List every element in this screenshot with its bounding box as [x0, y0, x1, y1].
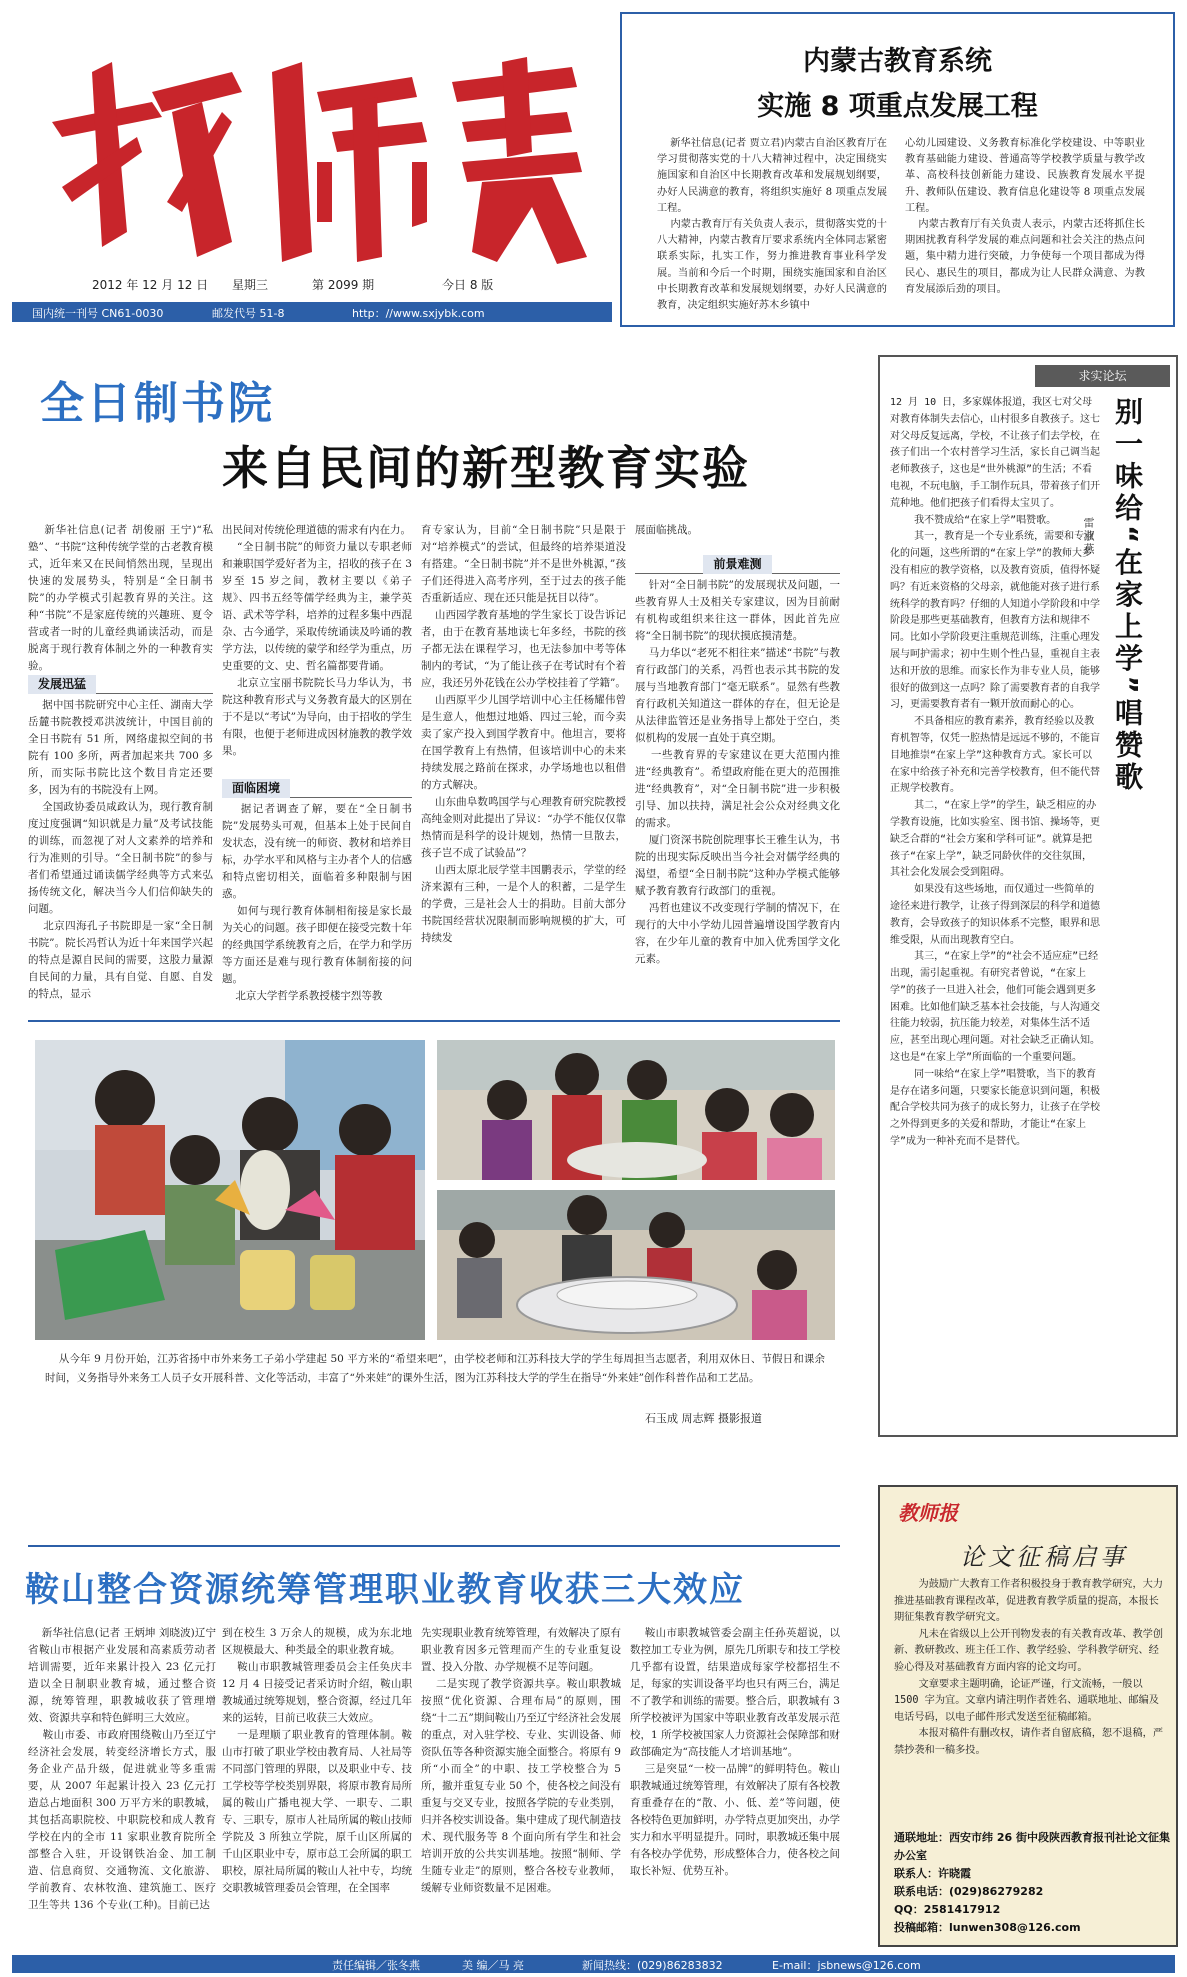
issue-weekday: 星期三 — [232, 278, 269, 292]
cfp-logo: 教师报 — [898, 1501, 958, 1525]
photo-credit: 石玉成 周志辉 摄影报道 — [645, 1412, 762, 1425]
masthead-bar — [12, 302, 612, 322]
footer-hotline: 新闻热线：(029)86283832 — [582, 1959, 723, 1972]
cfp-body: 为鼓励广大教育工作者积极投身于教育教学研究，大力推进基础教育课程改革，促进教育教学质量的提高，本报长期征集教育教学研究文。 凡未在省级以上公开刊物发表的有关教育改革、教学创新、教研教改、班主任工作、教学经验、学科教学研究、经验心得及对基础教育方面内容的论文均可。 文章要求主题明确，论证严谨，行文流畅，一般以 1500 字为宜。文章内请注明作者姓名、通联地址、邮编及电话号码，以电子邮件形式发送至征稿邮箱。 本报对稿件有删改权，请作者自留底稿，恕不退稿，严禁抄袭和一稿多投。 — [894, 1579, 1164, 1756]
lead-col3: 育专家认为，目前“全日制书院”只是限于对“培养模式”的尝试，但最终的培养渠道没有搭建。“全日制书院”并不是世外桃源，”孩子们还得进入高考序列，至于过去的孩子能否重新适应、现在还只能是抚目以待”。 山西园学教育基地的学生家长丁设告诉记者，由于在教育基地读七年多经，书院的孩子都无法在课程学习，也无法参加中考等体制内的考试，“为了能让孩子在考试时有个着应，我还另外花钱在公办学校挂着了学籍”。 山西原平少儿国学培训中心主任杨耀伟曾是生意人，他想过地婚、四过三轮，而今卖卖了家产投入到国学教育中。他坦言，要将在国学教育上有热情，但该培训中心的未来持续发展之路前在探求，办学场地也以租借的方式解决。 山东曲阜数鸣国学与心理教育研究院教授高纯金则对此提出了异议：“办学不能仅仅靠热情而是科学的设计规划，热情一旦散去，孩子岂不成了试验品”？ 山西太原北辰学堂丰国鹏表示，学堂的经济来源有三种，一是个人的积蓄，二是学生的学费，三是社会人士的捐助。目前大部分书院国经营状况限制而影响规模的扩大，可持续发 — [421, 524, 626, 944]
children-crafts-photo-icon — [35, 1040, 425, 1340]
top-story-col1: 新华社信息(记者 贾立君)内蒙古自治区教育厅在学习贯彻落实党的十八大精神过程中，决定围绕实施国家和自治区中长期教育改革和发展规划纲要，办好人民满意的教育，将组织实施好 8 项重点发展工程。 内蒙古教育厅有关负责人表示，贯彻落实党的十八大精神，内蒙古教育厅要求系统内全体同志紧密联系实际，扎实工作，努力推进教育事业科学发展。当前和今后一个时期，围绕实施国家和自治区中长期教育改革和发展规划纲要，办好人民满意的教育，决定组织实施好苏木乡镇中 — [657, 138, 887, 312]
photo-caption: 从今年 9 月份开始，江苏省扬中市外来务工子弟小学建起 50 平方米的“希望来吧”，由学校老师和江苏科技大学的学生每周担当志愿者，利用双休日、节假日和课余时间，义务指导外来务工人员子女开展科普、文化等活动，丰富了“外来娃”的课外生活，图为江苏科技大学的学生在指导“外来娃”创作科普作品和工艺品。 — [45, 1353, 825, 1384]
lead-col4-b: 针对“全日制书院”的发展现状及问题，一些教育界人士及相关专家建议，因为目前耐有机构或组织来往这一群体，因此首先应将“全日制书院”的现状摸底摸清楚。 马力华以“老死不相往来”描述“书院”与教育行政部门的关系，冯哲也表示其书院的发展与当地教育部门“毫无联系”。显然有些教育行政机关知道这一群体的存在，但无论是从法律监管还是业务指导上都处于空白，类似机构的发展一直处于真空期。 一些教育界的专家建议在更大范围内推进“经典教育”。希望政府能在更大的范围推进“经典教育”，对“全日制书院”进一步积极引导、加以扶持，满足社会公众对经典文化的需求。 厦门资深书院创院理事长王雅生认为，书院的出现实际反映出当今社会对儒学经典的渴望，希望“全日制书院”这种办学模式能够赋予教育教育行政部门的重视。 冯哲也建议不改变现行学制的情况下，在现行的大中小学幼儿园普遍增设国学教育内容，在少年儿童的教育中加入优秀国学文化元素。 — [635, 579, 840, 965]
call-for-papers-box — [878, 1485, 1178, 1947]
top-story-col2: 心幼儿园建设、义务教育标准化学校建设、中等职业教育基础能力建设、普通高等学校教学质量与教学改革、高校科技创新能力建设、民族教育发展水平提升、教师队伍建设、教育信息化建设等 8 项重点发展工程。 内蒙古教育厅有关负责人表示，内蒙古还将抓住长期困扰教育科学发展的难点问题和社会关注的热点问题，集中精力进行突破，力争使每一个项目都成为得民心、惠民生的项目，都成为让人民群众满意、为教育发展添后劲的项目。 — [905, 138, 1145, 295]
cfp-contact: 联系人：许晓霞 — [894, 1867, 971, 1880]
lead-col2-b: 据记者调查了解，要在“全日制书院”发展势头可观，但基本上处于民间自发状态，没有统一的师资、教材和培养目标，办学水平和风格与主办者个人的信感和特点密切相关，面临着多种限制与困惑。 如何与现行教育体制相衔接是家长最为关心的问题。孩子即便在接受完数十年的经典国学系统教育之后，在学力和学历等方面还是难与现行教育体制衔接的问题。 北京大学哲学系教授楼宇烈等教 — [222, 803, 412, 1002]
science-model-photo-icon — [437, 1190, 835, 1340]
lead-col1-a: 新华社信息(记者 胡俊丽 王宁)“私塾”、“书院”这种传统学堂的古老教育模式，近年来又在民间悄然出现，呈现出快速的发展势头，特别是“全日制书院”的办学模式引起教育界的关注。这种“书院”不是家庭传统的兴趣班、夏令营或者一时的儿童经典诵读活动，而是脱离于现行教育体制之外的一种教育实验。 — [28, 524, 213, 672]
lead-subhead-1: 发展迅猛 — [28, 675, 213, 694]
lead-subhead-2: 面临困境 — [222, 779, 412, 798]
photo-block — [35, 1040, 835, 1435]
cfp-address: 通联地址：西安市纬 26 街中段陕西教育报刊社论文征集办公室 — [894, 1831, 1170, 1862]
second-col3: 先实现职业教育统筹管理，有效解决了原有职业教育因多元管理而产生的专业重复设置、投入分散、办学规模不足等问题。 二是实现了教学资源共享。鞍山职教城按照“优化资源、合理布局”的原则，围绕“十二五”期间鞍山乃至辽宁经济社会发展的重点，对入驻学校、专业、实训设备、师资队伍等各种资源实施全面整合。将原有 9 所“小而全”的中职、技工学校整合为 5 所，撤并重复专业 50 个，使各校之间没有重复与交叉专业，按照各学院的专业类别，归并各校实训设备。集中建成了现代制造技术、现代服务等 8 个面向所有学生和社会培训开放的公共实训基地。按照“制师、学生随专业走”的原则，整合各校专业教师，缓解专业师资数量不足困难。 — [421, 1627, 621, 1894]
website-link[interactable]: http：//www.sxjybk.com — [352, 307, 485, 320]
post-code: 邮发代号 51-8 — [212, 307, 285, 320]
lead-subhead-3: 前景难测 — [635, 555, 840, 574]
lead-story-header — [12, 352, 842, 512]
issue-pages: 今日 8 版 — [442, 278, 494, 292]
cfp-title: 论文征稿启事 — [960, 1543, 1128, 1571]
second-story-title: 鞍山整合资源统筹管理职业教育收获三大效应 — [25, 1570, 745, 1610]
second-col4: 鞍山市职教城管委会副主任孙英超说，以数控加工专业为例，原先几所职专和技工学校几乎都有设置，结果造成每家学校都招生不足，每家的实训设备平均也只有两三台，满足不了教学和训练的需要。整合后，职教城有 3 所学校被评为国家中等职业教育改革发展示范校，1 所学校被国家人力资源社会保障部和财政部确定为“高技能人才培训基地”。 三是突显“一校一品牌”的鲜明特色。鞍山职教城通过统筹管理，有效解决了原有各校教育重叠存在的“散、小、低、差”等问题，使各校特色更加鲜明，办学特点更加突出，办学实力和水平明显提升。同时，职教城还集中展有各校办学优势，形成整体合力，使各校之间取长补短、优势互补。 — [630, 1627, 840, 1877]
commentary-title: 别一味给“在家上学”唱赞歌 — [1111, 397, 1144, 794]
section-divider — [28, 1020, 840, 1022]
lead-story-kicker: 全日制书院 — [40, 378, 275, 429]
second-col2: 到在校生 3 万余人的规模，成为东北地区规模最大、种类最全的职业教育城。 鞍山市职教城管理委员会主任奂庆丰 12 月 4 日接受记者采访时介绍，鞍山职教城通过统筹规划，整合资源，经过几年来的运转，目前已收获三大效应。 一是理顺了职业教育的管理体制。鞍山市打破了职业学校由教育局、人社局等不同部门管理的界限，以及职业中专、技工学校等学校类别界限，将原市教育局所属的鞍山广播电视大学、一职专、二职专、三职专，原市人社局所属的鞍山技师学院及 3 所独立学院，原千山区所属的千山区职业中专，原市总工会所属的职工职校，原社局所属的鞍山人社中专，均统交职教城管理委员会管理，在全国率 — [222, 1627, 412, 1894]
commentary-tag: 求实论坛 — [1035, 365, 1170, 387]
top-story-box — [620, 12, 1175, 327]
page-footer — [12, 1955, 1175, 1973]
issue-number: 第 2099 期 — [312, 278, 375, 292]
newspaper-logo — [32, 32, 602, 272]
commentary-author: 雷淑燕 — [1082, 517, 1095, 556]
second-col1: 新华社信息(记者 王炳坤 刘晓波)辽宁省鞍山市根据产业发展和高素质劳动者培训需要，近年来累计投入 23 亿元打造以全日制职业教育城，通过整合资源，统筹管理，职教城收获了管理增效、资源共享和特色鲜明三大效应。 鞍山市委、市政府围绕鞍山乃至辽宁经济社会发展，转变经济增长方式，服务企业产品升级，促进就业等多重需要，从 2007 年起累计投入 23 亿元打造总占地面积 300 万平方米的职教城，其包括高职院校、中职院校和成人教育学校在内的全市 11 家职业教育院所全部整合入驻，开设钢铁冶金、加工制造、信息商贸、交通物流、文化旅游、学前教育、农林牧渔、建筑施工、医疗卫生等共 136 个专业(工种)。目前已达 — [28, 1627, 216, 1911]
footer-designer: 美 编／马 亮 — [462, 1959, 524, 1972]
photo-right-bottom — [437, 1190, 835, 1340]
lead-col4-a: 展面临挑战。 — [635, 524, 698, 536]
lead-col2-a: 出民间对传统伦理道德的需求有内在力。 “全日制书院”的师资力量以专职老师和兼职国学爱好者为主，招收的孩子在 3 岁至 15 岁之间，教材主要以《弟子规》、四书五经等儒学经典为主，兼学英语、武术等学科，培养的过程多集中西混杂、古今通学，采取传统诵读及吟诵的教学方法，以传统的蒙学和经学为重点，历史重要的文、史、哲名篇都要背诵。 北京立宝丽书院院长马力华认为，书院这种教育形式与义务教育最大的区别在于不是以“考试”为导向，由于招收的学生有限，也便于老师进成因材施教的教学效果。 — [222, 524, 412, 757]
footer-email[interactable]: E-mail：jsbnews@126.com — [772, 1959, 921, 1972]
top-story-title-line2: 实施 8 项重点发展工程 — [757, 91, 1038, 122]
lead-story-title: 来自民间的新型教育实验 — [222, 441, 750, 495]
commentary-body: 12 月 10 日，多家媒体报道，我区七对父母对教育体制失去信心，山村很多自教孩子。这七对父母反复远离，学校，不让孩子们去学校，在孩子们出一个农村普学习生活，家长自己调当起老师教孩子，这也是“世外桃源”的生活；不看电视，不玩电脑，手工制作玩具，带着孩子们开荒种地。他们把孩子们看得太宝贝了。 我不赞成给“在家上学”唱赞歌。 其一，教育是一个专业系统，需要和专业化的问题，这些所谓的“在家上学”的教师大多没有相应的教学资格，以及教育资质，值得怀疑吗？有近来资格的父母亲，就他能对孩子进行系统科学的教育吗？仔细的人知道小学阶段和中学阶段是那些更基础教育，但教育方法和规律不同。比如小学阶段更注重规范训练，注重心理发展与呵护需求；初中生则个性凸显，重视自主表达和开放的思维。而家长作为非专业人员，能够很好的做到这一点吗？除了需要教育者的自我学习，更需要教育者有一颗开放而耐心的心。 不具备相应的教育素养，教育经验以及教育机智等，仅凭一腔热情是远远不够的，不能盲目地推崇“在家上学”这种教育方式。家长可以在家中给孩子补充和完善学校教育，但不能代替正规学校教育。 其二，“在家上学”的学生，缺乏相应的办学教育设施，比如实验室、图书馆、操场等，更缺乏合群的“社会方案和学科可证”。就算是把孩子“在家上学”，缺乏同龄伙伴的交往氛围，其社会化发展会受到阻碍。 如果没有这些场地，而仅通过一些简单的途径来进行教学，让孩子得到深层的科学和道德教育，会导致孩子的知识体系不完整，眼界和思维受限，从而出现教育空白。 其三，“在家上学”的“社会不适应症”已经出现，需引起重视。有研究者曾说，“在家上学”的孩子一旦进入社会，他们可能会遇到更多困难。比如他们缺乏基本社会技能，与人沟通交往能力较弱，抗压能力较差，对集体生活不适应，甚至出现心理问题。对社会缺乏正确认知。这也是“在家上学”所面临的一个重要问题。 同一味给“在家上学”唱赞歌，当下的教育是存在诸多问题，只要家长能意识到问题，积极配合学校共同为孩子的成长努力，让孩子在学校之外得到更多的关爱和帮助，才能让“在家上学”成为一种补充而不是替代。 — [890, 397, 1100, 1148]
cfp-qq: QQ：2581417912 — [894, 1903, 1001, 1916]
photo-left — [35, 1040, 425, 1340]
issue-date: 2012 年 12 月 12 日 — [92, 278, 209, 292]
logo-calligraphy-icon — [32, 32, 602, 272]
cn-code: 国内统一刊号 CN61-0030 — [32, 307, 164, 320]
top-story-title-line1: 内蒙古教育系统 — [803, 46, 992, 77]
cfp-phone: 联系电话：(029)86279282 — [894, 1885, 1044, 1898]
section-divider-2 — [28, 1545, 840, 1547]
commentary-box — [878, 355, 1178, 1437]
footer-editor: 责任编辑／张冬燕 — [332, 1959, 420, 1972]
masthead — [12, 12, 612, 320]
lead-col1-b: 据中国书院研究中心主任、湖南大学岳麓书院教授邓洪波统计，中国目前的全日书院有 51 所，网络虚拟空间的书院有 100 多所，两者加起来共 700 多所，而实际书院比这个数目肯定还要多，因为有的书院没有上网。 全国政协委员咸政认为，现行教育制度过度强调“知识就是力量”及考试技能的训练，而忽视了对人文素养的培养和行为准则的引导。“全日制书院”的参与者们希望通过诵读儒学经典等方式来弘扬传统文化，解决当今人们信仰缺失的问题。 北京四海孔子书院即是一家“全日制书院”。院长冯哲认为近十年来国学兴起的特点是源自民间的需要，这股力量源自民间的力量，具有自觉、自愿、自发的特点，显示 — [28, 699, 213, 1000]
photo-right-top — [437, 1040, 835, 1180]
issue-info — [12, 272, 612, 296]
students-group-photo-icon — [437, 1040, 835, 1180]
cfp-email[interactable]: 投稿邮箱：lunwen308@126.com — [894, 1921, 1081, 1934]
